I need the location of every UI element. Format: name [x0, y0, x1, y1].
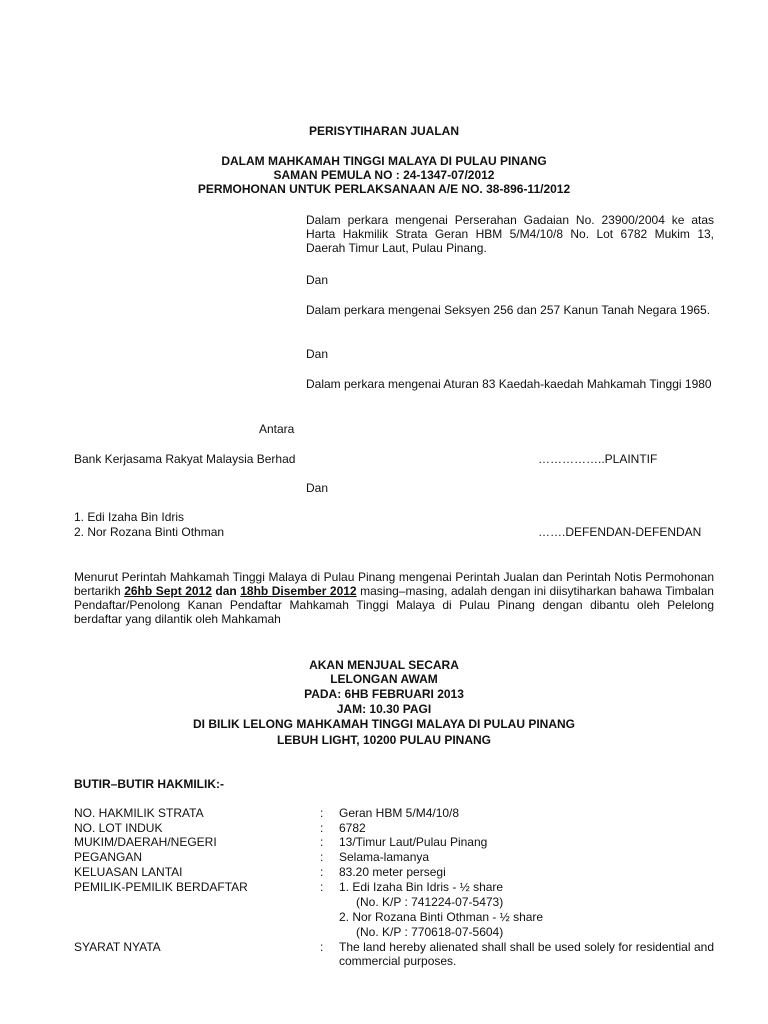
- property-row-title: [74, 806, 714, 820]
- property-colon: :: [320, 865, 324, 879]
- owner-1-ic-row: [74, 895, 714, 909]
- property-row-lot: [74, 821, 714, 835]
- matter-3: Dalam perkara mengenai Aturan 83 Kaedah-kaedah Mahkamah Tinggi 1980: [306, 377, 712, 391]
- property-label: NO. LOT INDUK: [74, 821, 163, 835]
- order-connector: dan: [211, 584, 241, 598]
- property-value: 6782: [339, 821, 366, 835]
- property-value: The land hereby alienated shall shall be used solely for residential and commercial purposes.: [339, 940, 714, 968]
- application-number: PERMOHONAN UNTUK PERLAKSANAAN A/E NO. 38-896-11/2012: [197, 182, 571, 196]
- property-row-mukim: [74, 835, 714, 849]
- matter-1: Dalam perkara mengenai Perserahan Gadaian No. 23900/2004 ke atas Harta Hakmilik Strata Geran HBM 5/M4/10/8 No. Lot 6782 Mukim 13, Daerah Timur Laut, Pulau Pinang.: [306, 213, 714, 255]
- property-label: NO. HAKMILIK STRATA: [74, 806, 204, 820]
- auction-venue: DI BILIK LELONG MAHKAMAH TINGGI MALAYA DI PULAU PINANG: [192, 717, 575, 731]
- property-label: PEMILIK-PEMILIK BERDAFTAR: [74, 880, 248, 894]
- document-title: PERISYTIHARAN JUALAN: [308, 124, 459, 138]
- property-colon: :: [320, 880, 324, 894]
- order-text-2: masing–masing, adalah dengan ini diisytiharkan bahawa Timbalan Pendaftar/Penolong Kanan Pendaftar Mahkamah Tinggi Malaya di Pulau Pinang dengan dibantu oleh Pelelong berdaftar yang dilantik oleh Mahkamah: [74, 584, 714, 626]
- owner-1-name: 1. Edi Izaha Bin Idris - ½ share: [339, 880, 504, 894]
- and-parties: Dan: [306, 481, 329, 495]
- owner-2-name: 2. Nor Rozana Binti Othman - ½ share: [339, 910, 544, 924]
- auction-address: LEBUH LIGHT, 10200 PULAU PINANG: [276, 733, 492, 747]
- order-text-1: Menurut Perintah Mahkamah Tinggi Malaya di Pulau Pinang mengenai Perintah Jualan dan Perintah Notis Permohonan bertarikh: [74, 570, 714, 598]
- owner-2-row: [74, 910, 714, 924]
- property-value: 13/Timur Laut/Pulau Pinang: [339, 835, 488, 849]
- and-1: Dan: [306, 273, 329, 287]
- auction-time: JAM: 10.30 PAGI: [336, 702, 432, 716]
- owner-1-ic: (No. K/P : 741224-07-5473): [356, 895, 504, 909]
- auction-date: PADA: 6HB FEBRUARI 2013: [304, 687, 464, 701]
- property-colon: :: [320, 850, 324, 864]
- owner-2-ic-row: [74, 925, 714, 939]
- plaintiff-role: ……………..PLAINTIF: [538, 452, 658, 466]
- property-row-owners: [74, 880, 714, 894]
- property-value: Geran HBM 5/M4/10/8: [339, 806, 460, 820]
- property-colon: :: [320, 940, 324, 954]
- summons-number: SAMAN PEMULA NO : 24-1347-07/2012: [273, 168, 495, 182]
- property-row-condition: [74, 940, 714, 970]
- property-row-area: [74, 865, 714, 879]
- property-heading: BUTIR–BUTIR HAKMILIK:-: [74, 777, 224, 791]
- property-label: PEGANGAN: [74, 850, 143, 864]
- property-label: KELUASAN LANTAI: [74, 865, 183, 879]
- property-row-tenure: [74, 850, 714, 864]
- plaintiff-name: Bank Kerjasama Rakyat Malaysia Berhad: [74, 452, 296, 466]
- order-date-2: 18hb Disember 2012: [240, 584, 357, 598]
- owner-2-ic: (No. K/P : 770618-07-5604): [356, 925, 504, 939]
- property-colon: :: [320, 806, 324, 820]
- property-label: MUKIM/DAERAH/NEGERI: [74, 835, 217, 849]
- auction-line-1: AKAN MENJUAL SECARA: [309, 658, 459, 672]
- matter-2: Dalam perkara mengenai Seksyen 256 dan 257 Kanun Tanah Negara 1965.: [306, 303, 711, 317]
- property-value: 83.20 meter persegi: [339, 865, 446, 879]
- and-2: Dan: [306, 347, 329, 361]
- property-label: SYARAT NYATA: [74, 940, 161, 954]
- order-paragraph: [74, 570, 714, 626]
- defendant-role: …….DEFENDAN-DEFENDAN: [538, 525, 702, 539]
- auction-line-2: LELONGAN AWAM: [330, 672, 438, 686]
- property-colon: :: [320, 835, 324, 849]
- between-label: Antara: [259, 422, 295, 436]
- court-name: DALAM MAHKAMAH TINGGI MALAYA DI PULAU PINANG: [221, 154, 547, 168]
- property-value: Selama-lamanya: [339, 850, 430, 864]
- order-date-1: 26hb Sept 2012: [124, 584, 212, 598]
- defendant-2: 2. Nor Rozana Binti Othman: [74, 525, 225, 539]
- defendant-1: 1. Edi Izaha Bin Idris: [74, 510, 185, 524]
- property-colon: :: [320, 821, 324, 835]
